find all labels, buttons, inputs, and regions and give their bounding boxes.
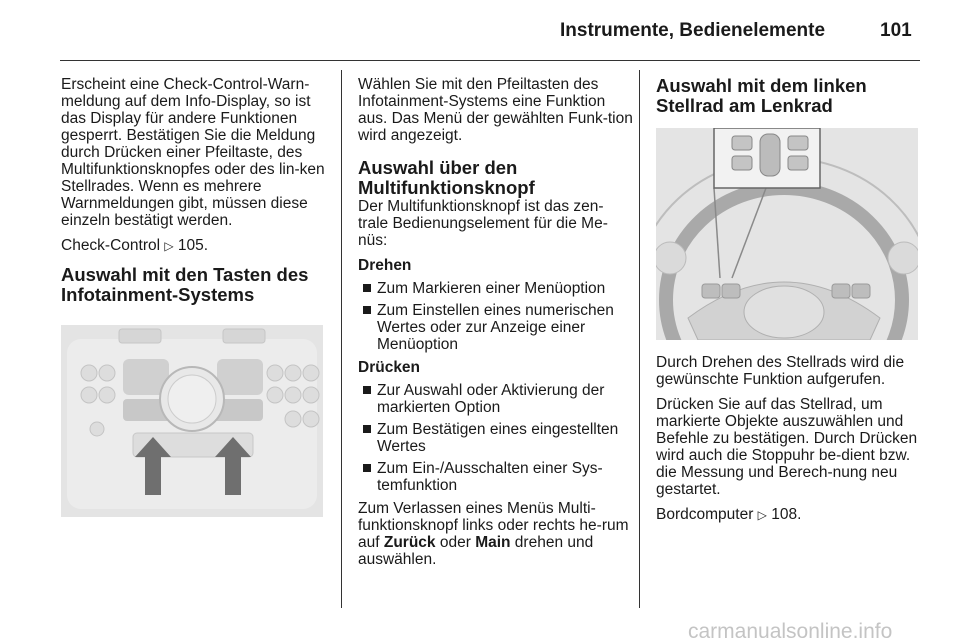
column-middle — [358, 76, 633, 576]
bullet-icon — [363, 306, 371, 314]
list-druecken — [358, 382, 633, 494]
paragraph-check-control: Erscheint eine Check-Control-Warn-meldung auf dem Info-Display, so ist das Display für andere Funktionen gesperrt. Bestätigen Sie die Meldung durch Drücken einer Pfeiltaste, des Multifunktionsknopfes oder des lin-ken Stellrades. Wenn es mehrere Warnmeldungen gibt, müssen diese einzeln bestätigt werden. — [61, 76, 325, 229]
ref-label: Bordcomputer — [656, 506, 754, 523]
label-druecken: Drücken — [358, 359, 421, 376]
page-number: 101 — [880, 20, 912, 41]
section-heading-multifunction-knob: Auswahl über den Multifunktionsknopf — [358, 157, 535, 198]
paragraph-pressing-wheel: Drücken Sie auf das Stellrad, um markierte Objekte auszuwählen und Befehle zu bestätigen. Durch Drücken wird auch die Stoppuhr be-dient bzw. die Messung und Berech-nung neu gestartet. — [656, 396, 918, 498]
list-drehen — [358, 280, 633, 353]
paragraph-exit-menu: Zum Verlassen eines Menüs Multi-funktionsknopf links oder rechts he-rum auf Zurück oder Main drehen und auswählen. — [358, 500, 629, 568]
list-item: Zur Auswahl oder Aktivierung der markierten Option — [358, 382, 633, 416]
header-title: Instrumente, Bedienelemente — [560, 20, 826, 41]
bullet-icon — [363, 464, 371, 472]
paragraph-multifunction-knob: Der Multifunktionsknopf ist das zen-trale Bedienungselement für die Me-nüs: — [358, 198, 608, 249]
cross-reference-check-control — [61, 237, 329, 255]
column-divider-left — [341, 70, 342, 608]
reference-arrow-icon: ▷ — [164, 239, 174, 253]
cross-reference-bordcomputer — [656, 506, 922, 524]
bullet-icon — [363, 425, 371, 433]
label-drehen: Drehen — [358, 257, 412, 274]
bullet-icon — [363, 386, 371, 394]
column-divider-right — [639, 70, 640, 608]
reference-arrow-icon: ▷ — [757, 508, 767, 522]
list-item: Zum Ein-/Ausschalten einer Sys-temfunktion — [358, 460, 633, 494]
column-right — [656, 76, 922, 532]
section-heading-steering-wheel: Auswahl mit dem linken Stellrad am Lenkrad — [656, 75, 867, 116]
list-item: Zum Einstellen eines numerischen Wertes oder zur Anzeige einer Menüoption — [358, 302, 633, 353]
watermark: carmanualsonline.info — [688, 620, 893, 643]
keyword-zurueck: Zurück — [383, 534, 436, 551]
header-rule — [60, 60, 920, 61]
ref-label: Check-Control — [61, 237, 161, 254]
bullet-icon — [363, 284, 371, 292]
steering-wheel-illustration — [656, 128, 918, 340]
keyword-main: Main — [475, 534, 511, 551]
ref-page: 108. — [771, 506, 802, 523]
paragraph-turning-wheel: Durch Drehen des Stellrads wird die gewünschte Funktion aufgerufen. — [656, 354, 905, 388]
infotainment-panel-illustration — [61, 325, 323, 517]
column-left — [61, 76, 329, 517]
list-item: Zum Markieren einer Menüoption — [358, 280, 633, 297]
section-heading-infotainment-buttons: Auswahl mit den Tasten des Infotainment-Systems — [61, 264, 309, 305]
paragraph-arrow-keys: Wählen Sie mit den Pfeiltasten des Infotainment-Systems eine Funktion aus. Das Menü der gewählten Funk-tion wird angezeigt. — [358, 76, 633, 144]
ref-page: 105. — [177, 237, 209, 254]
list-item: Zum Bestätigen eines eingestellten Wertes — [358, 421, 633, 455]
